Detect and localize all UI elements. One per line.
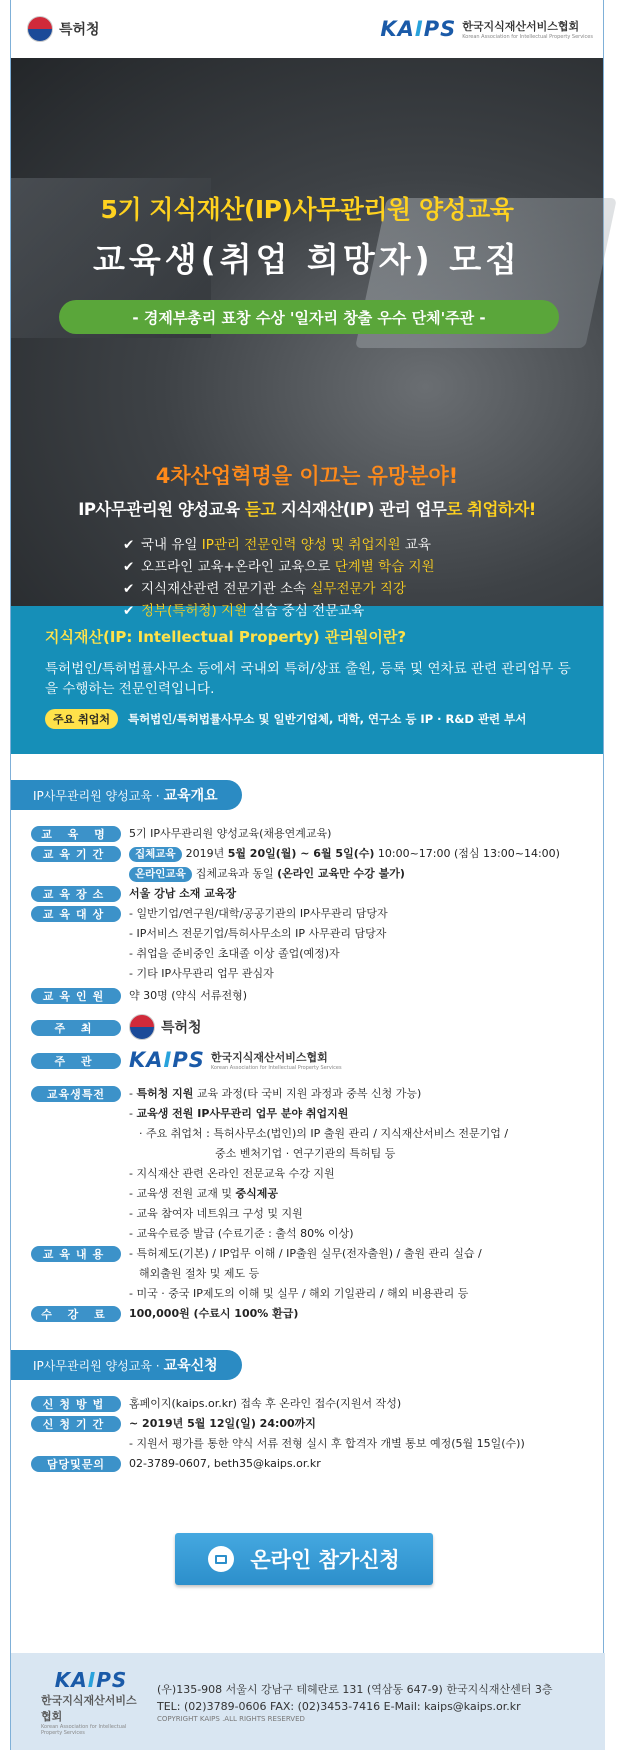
kaips-name-en: Korean Association for Intellectual Property Services — [462, 34, 593, 40]
footer — [11, 1653, 605, 1750]
ip-question: 지식재산(IP: Intellectual Property) 관리원이란? — [45, 628, 407, 646]
top-header — [11, 0, 603, 58]
benefit-bold: 특허청 지원 — [136, 1087, 194, 1100]
row-fee — [31, 1304, 593, 1324]
organizer-name-en: Korean Association for Intellectual Property Services — [210, 1065, 342, 1071]
content-item: - 특허제도(기본) / IP업무 이해 / IP출원 실무(전자출원) / 출원 관리 실습 / — [129, 1247, 482, 1260]
organizer-logo — [129, 1048, 342, 1072]
ip-definition-band — [11, 606, 603, 754]
kaips-logo-mark — [129, 1048, 205, 1072]
period-hours: 10:00~17:00 (점심 13:00~14:00) — [374, 847, 560, 860]
benefit-bold: 중식제공 — [235, 1187, 278, 1200]
jobs-text: 특허법인/특허법률사무소 및 일반기업체, 대학, 연구소 등 IP · R&D 관련 부서 — [127, 712, 527, 726]
label-contents: 교육내용 — [31, 1246, 121, 1262]
period-dates: 5월 20일(월) ~ 6월 5일(수) — [227, 847, 375, 860]
row-count — [31, 986, 593, 1006]
label-contact: 담당및문의 — [31, 1456, 121, 1472]
kaips-mark-part: PS — [172, 1048, 205, 1072]
target-item: - IP서비스 전문기업/특허사무소의 IP 사무관리 담당자 — [129, 927, 387, 940]
overview-section — [11, 780, 603, 1324]
benefit-item — [129, 1184, 508, 1204]
hero-point — [123, 578, 435, 600]
kipo-logo[interactable] — [27, 16, 100, 42]
hero-tagline — [11, 496, 603, 520]
benefit-item: - 교육 참여자 네트워크 구성 및 지원 — [129, 1207, 303, 1220]
label-place: 교육장소 — [31, 886, 121, 902]
footer-contact: TEL: (02)3789-0606 FAX: (02)3453-7416 E-Mail: kaips@kaips.or.kr — [157, 1699, 521, 1713]
tagline-part: 로 취업하자! — [446, 500, 536, 519]
point-text: 국내 유일 — [141, 537, 202, 553]
footer-address: (우)135-908 서울시 강남구 테헤란로 131 (역삼동 647-9) 한국지식재산센터 3층 — [157, 1682, 553, 1696]
host-logo — [129, 1014, 202, 1040]
point-highlight: 정부(특허청) 지원 — [141, 603, 248, 619]
apply-section — [11, 1350, 603, 1474]
kaips-logo-mark — [380, 17, 456, 41]
benefit-text: 교육 과정(타 국비 지원 과정과 중복 신청 가능) — [193, 1087, 422, 1100]
label-target: 교육대상 — [31, 906, 121, 922]
row-online — [31, 864, 593, 884]
hero-point — [123, 600, 435, 622]
check-icon: ✔ — [123, 537, 135, 553]
hero-title: 5기 지식재산(IP)사무관리원 양성교육 — [100, 195, 514, 224]
apply-pill — [11, 1350, 242, 1380]
jobs-badge: 주요 취업처 — [45, 709, 118, 729]
award-pill: - 경제부총리 표창 수상 '일자리 창출 우수 단체'주관 - — [59, 300, 559, 334]
hero-points — [123, 534, 435, 622]
footer-copyright: COPYRIGHT KAIPS .ALL RIGHTS RESERVED — [157, 1714, 305, 1723]
target-item: - 기타 IP사무관리 업무 관심자 — [129, 967, 274, 980]
taegeuk-emblem-icon — [27, 16, 53, 42]
value-course-name: 5기 IP사무관리원 양성교육(채용연계교육) — [129, 827, 332, 840]
row-method — [31, 1394, 593, 1414]
target-item: - 일반기업/연구원/대학/공공기관의 IP사무관리 담당자 — [129, 907, 388, 920]
label-period: 교육기간 — [31, 846, 121, 862]
badge-online: 온라인교육 — [129, 867, 192, 882]
tagline-part: 지식재산(IP) 관리 업무 — [275, 500, 447, 519]
benefit-item: - 교육수료증 발급 (수료기준 : 출석 80% 이상) — [129, 1227, 354, 1240]
label-host: 주 최 — [31, 1020, 121, 1036]
benefit-item: 중소 벤처기업 · 연구기관의 특허팀 등 — [215, 1147, 396, 1160]
benefit-text: - 교육생 전원 교재 및 — [129, 1187, 236, 1200]
kaips-name-kr: 한국지식재산서비스협회 — [462, 20, 580, 33]
row-target — [31, 904, 593, 984]
value-fee — [129, 1304, 298, 1324]
kipo-name: 특허청 — [59, 22, 100, 38]
kaips-mark-part: KA — [129, 1048, 164, 1072]
kaips-logo-text — [211, 1049, 342, 1071]
apply-rows — [11, 1394, 603, 1474]
apply-period-text: ~ 2019년 5월 12일(일) 24:00까지 — [129, 1417, 316, 1430]
value-period — [129, 844, 560, 864]
row-contact — [31, 1454, 593, 1474]
value-apply-period — [129, 1414, 316, 1434]
ip-description: 특허법인/특허법률사무소 등에서 국내외 특허/상표 출원, 등록 및 연차료 관련 관리업무 등을 수행하는 전문인력입니다. — [45, 661, 571, 697]
row-place — [31, 884, 593, 904]
label-method: 신청방법 — [31, 1396, 121, 1412]
monitor-icon — [208, 1546, 234, 1572]
tagline-part: IP사무관리원 양성교육 — [78, 500, 245, 519]
hero-slogan: 4차산업혁명을 이끄는 유망분야! — [155, 464, 459, 488]
check-icon: ✔ — [123, 559, 135, 575]
point-highlight: 실무전문가 직강 — [310, 581, 406, 597]
point-text: 실습 중심 전문교육 — [247, 603, 365, 619]
target-list — [129, 904, 388, 984]
online-apply-button[interactable] — [175, 1533, 433, 1585]
check-icon: ✔ — [123, 603, 135, 619]
online-text: 집체교육과 동일 — [195, 867, 278, 880]
label-course-name: 교 육 명 — [31, 826, 121, 842]
footer-logo — [41, 1668, 141, 1736]
tagline-part: 듣고 — [244, 500, 276, 519]
row-apply-period — [31, 1414, 593, 1434]
benefit-text: - — [129, 1107, 137, 1120]
overview-pill — [11, 780, 242, 810]
benefit-text: - — [129, 1087, 137, 1100]
pill-prefix: IP사무관리원 양성교육 · — [33, 1358, 160, 1373]
kaips-logo-text — [462, 18, 593, 40]
label-organizer: 주 관 — [31, 1053, 121, 1069]
target-item: - 취업을 준비중인 초대졸 이상 졸업(예정)자 — [129, 947, 340, 960]
footer-info — [157, 1681, 552, 1723]
value-method: 홈페이지(kaips.or.kr) 접속 후 온라인 접수(지원서 작성) — [129, 1397, 402, 1410]
label-fee: 수 강 료 — [31, 1306, 121, 1322]
benefit-item: - 지식재산 관련 온라인 전문교육 수강 지원 — [129, 1167, 335, 1180]
row-contents — [31, 1244, 593, 1304]
footer-org-name-en: Korean Association for Intellectual Property Services — [41, 1723, 127, 1736]
kaips-mark-part: PS — [423, 17, 457, 41]
check-icon: ✔ — [123, 581, 135, 597]
hero-point — [123, 556, 435, 578]
point-highlight: 단계별 학습 지원 — [334, 559, 435, 575]
kaips-logo[interactable] — [380, 17, 593, 41]
label-benefits: 교육생특전 — [31, 1086, 121, 1102]
overview-rows — [11, 824, 603, 1324]
hero-point — [123, 534, 435, 556]
benefit-item — [129, 1104, 508, 1124]
benefit-item: · 주요 취업처 : 특허사무소(법인)의 IP 출원 관리 / 지식재산서비스 전문기업 / — [139, 1127, 509, 1140]
content-item: - 미국 · 중국 IP제도의 이해 및 실무 / 해외 기일관리 / 해외 비용관리 등 — [129, 1287, 469, 1300]
row-period — [31, 844, 593, 864]
pill-title: 교육신청 — [163, 1358, 218, 1374]
pill-title: 교육개요 — [163, 788, 218, 804]
kaips-mark-part: PS — [96, 1667, 128, 1692]
value-count: 약 30명 (약식 서류전형) — [129, 989, 248, 1002]
hero-subtitle: 교육생(취업 희망자) 모집 — [93, 240, 521, 279]
row-course-name — [31, 824, 593, 844]
kaips-mark-part: I — [414, 17, 424, 41]
point-highlight: IP관리 전문인력 양성 및 취업지원 — [201, 537, 401, 553]
badge-offline: 집체교육 — [129, 847, 182, 862]
value-contact: 02-3789-0607, beth35@kaips.or.kr — [129, 1457, 321, 1470]
point-text: 지식재산관련 전문기관 소속 — [141, 581, 311, 597]
benefit-bold: 교육생 전원 IP사무관리 업무 분야 취업지원 — [136, 1107, 349, 1120]
hero-banner — [11, 58, 603, 619]
kaips-mark-part: KA — [380, 17, 415, 41]
content-item: 해외출원 절차 및 제도 등 — [139, 1267, 260, 1280]
label-apply-period: 신청기간 — [31, 1416, 121, 1432]
online-note: (온라인 교육만 수강 불가) — [277, 867, 405, 880]
page-frame — [10, 0, 604, 1750]
kaips-mark-part: I — [87, 1667, 97, 1692]
row-host — [31, 1014, 593, 1040]
online-apply-label: 온라인 참가신청 — [250, 1548, 400, 1572]
kaips-mark-part: I — [163, 1048, 173, 1072]
taegeuk-emblem-icon — [129, 1014, 155, 1040]
pill-prefix: IP사무관리원 양성교육 · — [33, 788, 160, 803]
row-benefits — [31, 1084, 593, 1244]
benefit-list — [129, 1084, 508, 1244]
benefit-item — [129, 1084, 508, 1104]
fee-text: 100,000원 (수료시 100% 환급) — [129, 1307, 299, 1320]
host-name: 특허청 — [161, 1020, 202, 1036]
kaips-logo-mark — [55, 1668, 128, 1692]
ip-jobs — [45, 709, 573, 729]
period-text: 2019년 — [185, 847, 228, 860]
row-organizer — [31, 1048, 593, 1072]
point-text: 교육 — [400, 537, 431, 553]
value-place — [129, 884, 236, 904]
content-list — [129, 1244, 482, 1304]
label-count: 교육인원 — [31, 988, 121, 1004]
organizer-name: 한국지식재산서비스협회 — [210, 1051, 328, 1064]
footer-org-name: 한국지식재산서비스협회 — [41, 1693, 137, 1723]
place-text: 서울 강남 소재 교육장 — [129, 887, 237, 900]
point-text: 오프라인 교육+온라인 교육으로 — [141, 559, 335, 575]
kaips-mark-part: KA — [54, 1667, 88, 1692]
apply-period-note: - 지원서 평가를 통한 약식 서류 전형 실시 후 합격자 개별 통보 예정(5월 15일(수)) — [129, 1437, 525, 1450]
